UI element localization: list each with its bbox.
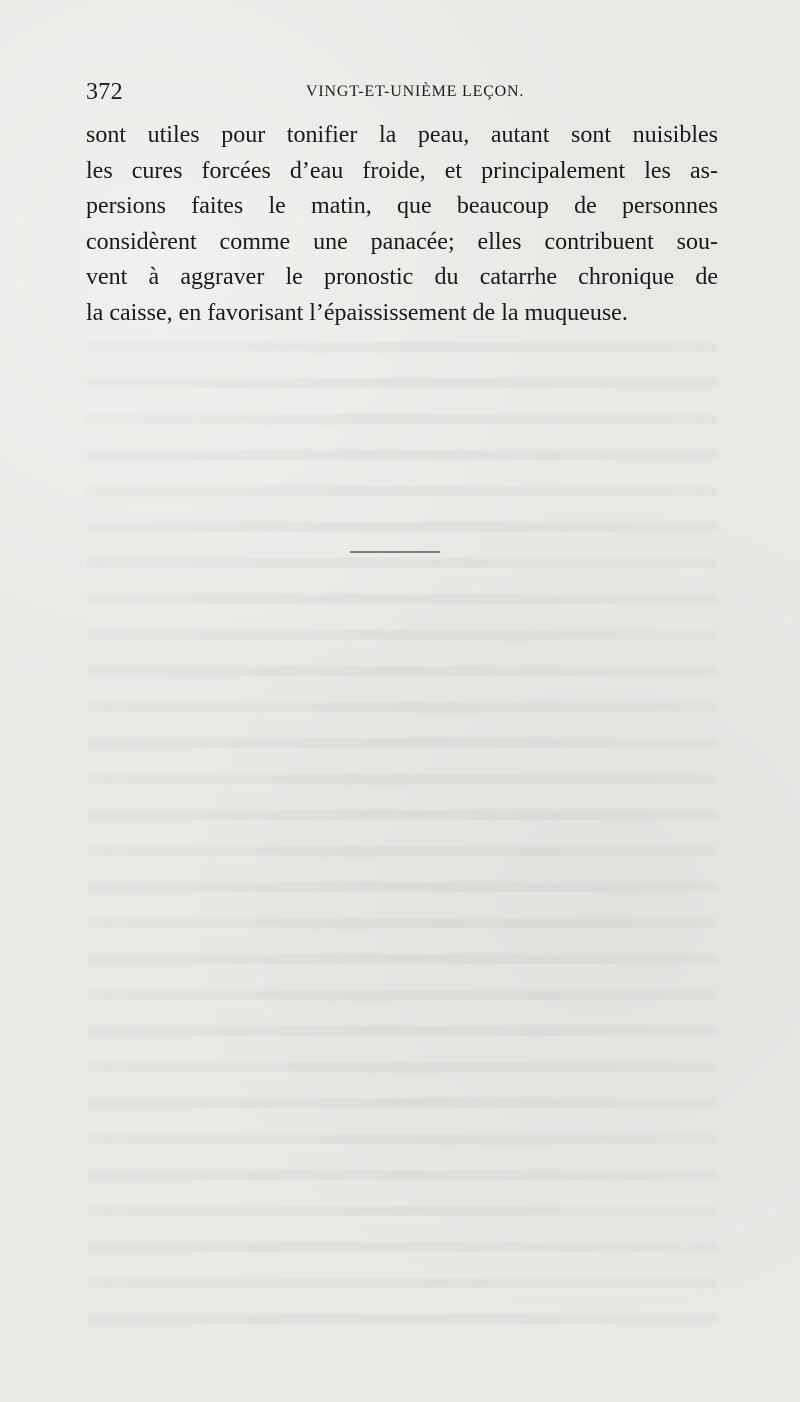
body-line: vent à aggraver le pronostic du catarrhe chronique de [86,264,718,291]
section-divider [350,551,440,553]
body-line: persions faites le matin, que beaucoup de personnes [86,193,718,220]
running-head: VINGT-ET-UNIÈME LEÇON. [306,83,525,100]
body-line: les cures forcées d’eau froide, et principalement les as- [86,157,718,184]
body-line: la caisse, en favorisant l’épaississement de la muqueuse. [86,299,628,326]
body-line: considèrent comme une panacée; elles contribuent sou- [86,228,718,255]
body-line: sont utiles pour tonifier la peau, autant sont nuisibles [86,122,718,148]
body-paragraph [86,118,718,332]
page-number: 372 [86,79,123,105]
page-header [86,76,718,108]
bleed-through-text-region [86,336,718,1336]
